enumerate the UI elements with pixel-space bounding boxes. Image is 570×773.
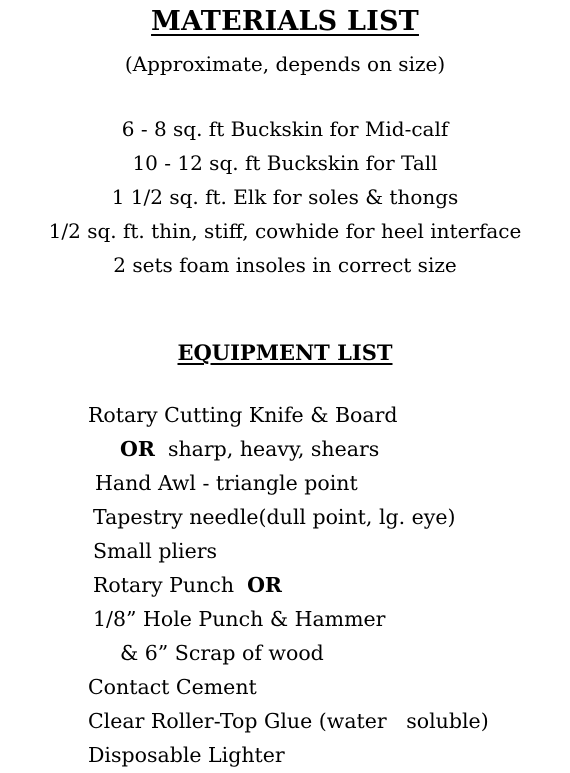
list-item: 10 - 12 sq. ft Buckskin for Tall [132,151,438,175]
list-item: 1/2 sq. ft. thin, stiff, cowhide for heel interface [48,219,522,243]
equipment-list [0,398,570,772]
materials-list-subtitle: (Approximate, depends on size) [124,52,446,76]
list-item [93,568,570,602]
list-item-text: Contact Cement [88,675,257,699]
list-item [88,738,570,772]
materials-list-title: MATERIALS LIST [151,6,419,37]
list-item [88,670,570,704]
list-item-text: Small pliers [93,539,218,563]
list-item-text: Rotary Punch [93,573,248,597]
list-item: 1 1/2 sq. ft. Elk for soles & thongs [111,185,459,209]
list-item [120,636,570,670]
list-item-or-label: OR [247,573,282,597]
equipment-list-title: EQUIPMENT LIST [177,340,393,365]
materials-list [0,112,570,282]
list-item-text: Hand Awl - triangle point [95,471,358,495]
list-item [93,500,570,534]
list-item [88,704,570,738]
list-item-text: Rotary Cutting Knife & Board [88,403,398,427]
list-item [93,602,570,636]
list-item-text: Tapestry needle(dull point, lg. eye) [93,505,456,529]
list-item-text: sharp, heavy, shears [154,437,380,461]
list-item: 2 sets foam insoles in correct size [113,253,457,277]
list-item-text: Clear Roller-Top Glue (water soluble) [88,709,489,733]
list-item-text: Disposable Lighter [88,743,285,767]
list-item [93,534,570,568]
list-item-or-label: OR [120,437,155,461]
list-item [120,432,570,466]
list-item [88,398,570,432]
list-item-text: 1/8” Hole Punch & Hammer [93,607,386,631]
list-item: 6 - 8 sq. ft Buckskin for Mid-calf [121,117,449,141]
list-item-text: & 6” Scrap of wood [120,641,324,665]
list-item [95,466,570,500]
